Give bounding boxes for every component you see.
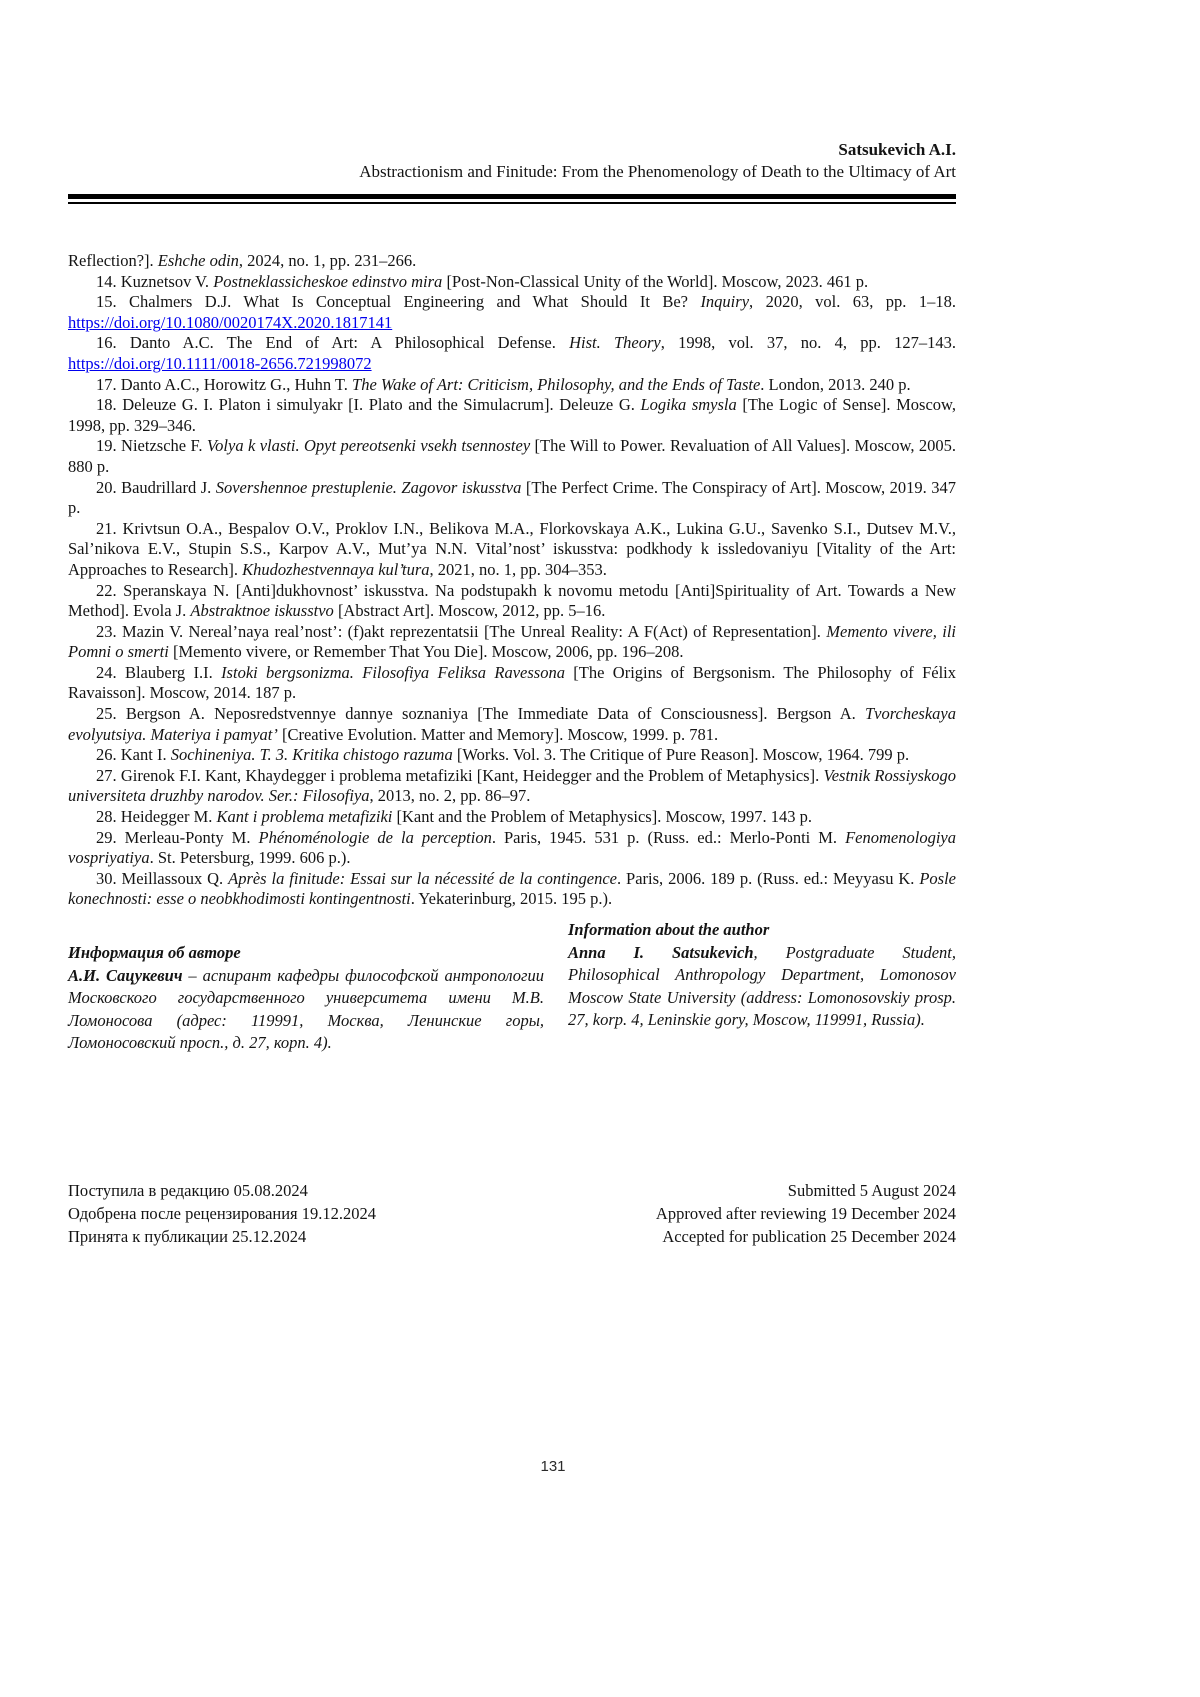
text-segment: , 2021, no. 1, pp. 304–353. <box>429 559 607 579</box>
reference-item <box>68 333 956 374</box>
reference-item <box>68 807 956 828</box>
divider-rule-thin <box>68 202 956 204</box>
doi-link[interactable]: https://doi.org/10.1111/0018-2656.721998072 <box>68 353 372 373</box>
text-segment: Inquiry <box>700 292 750 312</box>
text-segment: Eshche odin <box>157 251 239 270</box>
author-info-section <box>68 919 956 1055</box>
text-segment: 16. Danto A.C. The End of Art: A Philosophical Defense. <box>96 333 570 353</box>
reference-item <box>68 704 956 745</box>
reference-item <box>68 375 956 396</box>
text-segment: Logika smysla <box>640 395 737 415</box>
text-segment: Anna I. Satsukevich <box>568 942 754 962</box>
reference-item <box>68 292 956 333</box>
reference-item <box>68 745 956 766</box>
text-segment: , 2020, vol. 63, pp. 1–18. <box>749 292 956 312</box>
reference-item <box>68 251 956 272</box>
text-segment: Phénoménologie de la perception <box>258 827 492 847</box>
text-segment: , 2024, no. 1, pp. 231–266. <box>238 251 417 270</box>
text-segment: Abstraktnoe iskusstvo <box>190 601 334 621</box>
reference-item <box>68 581 956 622</box>
text-segment: Tvorcheskaya evolyutsiya. Materiya i pamyat’ <box>68 704 956 744</box>
date-line: Принята к публикации 25.12.2024 <box>68 1226 307 1246</box>
text-segment: [The Origins of Bergsonism. The Philosophy of Félix Ravaisson]. Moscow, 2014. 187 p. <box>68 662 956 703</box>
dates-section <box>68 1179 956 1248</box>
text-segment: [Works. Vol. 3. The Critique of Pure Reason]. Moscow, 1964. 799 p. <box>452 745 910 765</box>
text-segment: . Paris, 2006. 189 p. (Russ. ed.: Meyyasu K. <box>617 868 920 888</box>
text-column <box>68 0 956 1248</box>
text-segment: [The Perfect Crime. The Conspiracy of Art]. Moscow, 2019. 347 p. <box>68 477 956 518</box>
running-head-author: Satsukevich A.I. <box>838 140 956 159</box>
text-segment: [The Will to Power. Revaluation of All Values]. Moscow, 2005. 880 p. <box>68 436 956 476</box>
text-segment: 25. Bergson A. Neposredstvennye dannye soznaniya [The Immediate Data of Consciousness]. Bergson A. <box>96 704 865 724</box>
reference-item <box>68 766 956 807</box>
text-segment: 18. Deleuze G. I. Platon i simulyakr [I. Plato and the Simulacrum]. Deleuze G. <box>96 395 641 415</box>
text-segment: [Creative Evolution. Matter and Memory]. Moscow, 1999. p. 781. <box>277 724 719 744</box>
text-segment: 29. Merleau-Ponty M. <box>96 827 259 847</box>
date-line: Accepted for publication 25 December 2024 <box>662 1226 956 1246</box>
text-segment: 21. Krivtsun O.A., Bespalov O.V., Proklov I.N., Belikova M.A., Florkovskaya A.K., Lukina G.U., Savenko S.I., Dutsev M.V., Sal’nikova E.V., Stupin S.S., Karpov A.V., Mut’ya N.N. Vital’nost’ iskusstva: podkhody k issledovaniyu [Vitality of the Art: Approaches to Research]. <box>68 518 956 579</box>
text-segment: 14. Kuznetsov V. <box>96 271 214 291</box>
reference-item <box>68 436 956 477</box>
text-segment: 17. Danto A.C., Horowitz G., Huhn T. <box>96 374 353 394</box>
date-line: Поступила в редакцию 05.08.2024 <box>68 1180 308 1200</box>
text-segment: Après la finitude: Essai sur la nécessité de la contingence <box>228 868 617 888</box>
text-segment: [Memento vivere, or Remember That You Die]. Moscow, 2006, pp. 196–208. <box>168 642 684 662</box>
reference-item <box>68 828 956 869</box>
text-segment: . Yekaterinburg, 2015. 195 p.). <box>410 889 613 909</box>
text-segment: , 2013, no. 2, pp. 86–97. <box>369 786 531 806</box>
text-segment: . London, 2013. 240 p. <box>760 374 911 394</box>
author-info-body-en <box>568 942 956 1032</box>
text-segment: Posle konechnosti: esse o neobkhodimosti kontingentnosti <box>68 868 956 909</box>
text-segment: 30. Meillassoux Q. <box>96 868 229 888</box>
text-segment: Memento vivere, ili Pomni o smerti <box>68 621 956 662</box>
text-segment: Sovershennoe prestuplenie. Zagovor iskusstva <box>215 477 522 497</box>
text-segment: 27. Girenok F.I. Kant, Khaydegger i problema metafiziki [Kant, Heidegger and the Problem of Metaphysics]. <box>96 765 824 785</box>
reference-item <box>68 395 956 436</box>
text-segment: Volya k vlasti. Opyt pereotsenki vsekh tsennostey <box>206 436 531 456</box>
text-segment: 26. Kant I. <box>96 745 171 765</box>
dates-ru <box>68 1179 376 1248</box>
text-segment: , 1998, vol. 37, no. 4, pp. 127–143. <box>660 333 956 353</box>
text-segment: The Wake of Art: Criticism, Philosophy, and the Ends of Taste <box>352 374 761 394</box>
text-segment: Postneklassicheskoe edinstvo mira <box>213 271 443 291</box>
text-segment: 24. Blauberg I.I. <box>96 662 222 682</box>
page-number: 131 <box>540 1458 566 1475</box>
author-info-heading-en: Information about the author <box>568 920 770 939</box>
text-segment: 23. Mazin V. Nereal’naya real’nost’: (f)akt reprezentatsii [The Unreal Reality: A F(Act) of Representation]. <box>96 621 827 641</box>
divider-rule-thick <box>68 194 956 199</box>
text-segment: Reflection?]. <box>68 251 158 270</box>
reference-item <box>68 519 956 581</box>
author-info-heading-ru: Информация об авторе <box>68 943 241 962</box>
doi-link[interactable]: https://doi.org/10.1080/0020174X.2020.1817141 <box>68 312 393 332</box>
text-segment: [Kant and the Problem of Metaphysics]. Moscow, 1997. 143 p. <box>392 807 812 827</box>
author-info-en <box>568 919 956 1055</box>
text-segment: [The Logic of Sense]. Moscow, 1998, pp. 329–346. <box>68 395 956 435</box>
text-segment: А.И. Сацукевич <box>68 965 183 985</box>
text-segment: Kant i problema metafiziki <box>216 807 393 827</box>
date-line: Approved after reviewing 19 December 2024 <box>655 1203 956 1223</box>
references-list <box>68 251 956 910</box>
author-info-body-ru <box>68 965 544 1055</box>
text-segment: Fenomenologiya vospriyatiya <box>68 827 956 868</box>
reference-item <box>68 663 956 704</box>
text-segment: . Paris, 1945. 531 p. (Russ. ed.: Merlo-Ponti M. <box>491 827 846 847</box>
text-segment: Sochineniya. T. 3. Kritika chistogo razuma <box>170 745 453 765</box>
text-segment: 19. Nietzsche F. <box>96 436 207 456</box>
text-segment: Vestnik Rossiyskogo universiteta druzhby narodov. Ser.: Filosofiya <box>68 765 956 806</box>
dates-en <box>656 1179 956 1248</box>
text-segment: . St. Petersburg, 1999. 606 p.). <box>149 848 351 868</box>
reference-item <box>68 478 956 519</box>
author-info-ru <box>68 919 544 1055</box>
text-segment: [Abstract Art]. Moscow, 2012, pp. 5–16. <box>333 601 606 621</box>
text-segment: 28. Heidegger M. <box>96 807 217 827</box>
running-head-title: Abstractionism and Finitude: From the Phenomenology of Death to the Ultimacy of Art <box>359 162 956 181</box>
text-segment: , Postgraduate Student, Philosophical Anthropology Department, Lomonosov Moscow State University (address: Lomonosovskiy prosp. 27, korp. 4, Leninskie gory, Moscow, 119991, Russia). <box>568 942 956 1030</box>
text-segment: 22. Speranskaya N. [Anti]dukhovnost’ iskusstva. Na podstupakh k novomu metodu [Anti]Spirituality of Art. Towards a New Method]. Evola J. <box>68 580 956 621</box>
running-head <box>68 139 956 183</box>
text-segment: 15. Chalmers D.J. What Is Conceptual Engineering and What Should It Be? <box>96 292 701 312</box>
reference-item <box>68 272 956 293</box>
date-line: Submitted 5 August 2024 <box>787 1180 956 1200</box>
reference-item <box>68 622 956 663</box>
text-segment: 20. Baudrillard J. <box>96 477 216 497</box>
date-line: Одобрена после рецензирования 19.12.2024 <box>68 1203 377 1223</box>
text-segment: Istoki bergsonizma. Filosofiya Feliksa Ravessona <box>221 662 565 682</box>
text-segment: – аспирант кафедры философской антропологии Московского государственного университета имени М.В. Ломоносова (адрес: 119991, Москва, Ленинские горы, Ломоносовский просп., д. 27, корп. 4). <box>68 965 544 1053</box>
text-segment: Khudozhestvennaya kul’tura <box>242 559 430 579</box>
reference-item <box>68 869 956 910</box>
text-segment: Hist. Theory <box>569 333 661 353</box>
text-segment: [Post-Non-Classical Unity of the World]. Moscow, 2023. 461 p. <box>442 271 869 291</box>
